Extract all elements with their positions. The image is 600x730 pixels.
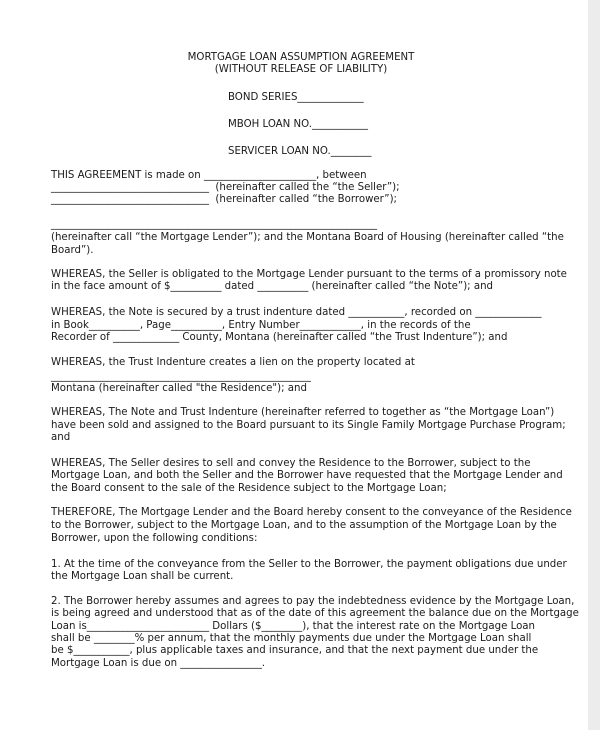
bond-series-line: BOND SERIES_____________	[228, 92, 364, 103]
whereas-line: Montana (hereinafter called "the Residence"); and	[51, 383, 307, 394]
whereas-line: WHEREAS, The Note and Trust Indenture (hereinafter referred to together as “the Mortgage Loan”)	[51, 407, 555, 418]
condition-line: be $___________, plus applicable taxes and insurance, and that the next payment due under the	[51, 645, 539, 656]
agreement-line: THIS AGREEMENT is made on ______________________, between	[51, 170, 367, 181]
condition-line: shall be ________% per annum, that the monthly payments due under the Mortgage Loan shall	[51, 633, 532, 644]
therefore-line: to the Borrower, subject to the Mortgage Loan, and to the assumption of the Mortgage Loan by the	[51, 520, 557, 531]
whereas-line: the Board consent to the sale of the Residence subject to the Mortgage Loan;	[51, 483, 447, 494]
whereas-line: have been sold and assigned to the Board pursuant to its Single Family Mortgage Purchase Program;	[51, 420, 566, 431]
condition-line: 2. The Borrower hereby assumes and agrees to pay the indebtedness evidence by the Mortgage Loan,	[51, 596, 575, 607]
whereas-line: WHEREAS, the Trust Indenture creates a lien on the property located at	[51, 357, 415, 368]
agreement-line: (hereinafter call “the Mortgage Lender”); and the Montana Board of Housing (hereinafter called “the	[51, 232, 564, 243]
agreement-line: _______________________________ (hereinafter called the “the Seller”);	[51, 182, 400, 193]
whereas-line: in the face amount of $__________ dated __________ (hereinafter called “the Note”); and	[51, 281, 494, 292]
whereas-line: and	[51, 432, 71, 443]
condition-line: the Mortgage Loan shall be current.	[51, 571, 234, 582]
therefore-line: Borrower, upon the following conditions:	[51, 533, 258, 544]
condition-line: Loan is________________________ Dollars ($________), that the interest rate on the Mortgage Loan	[51, 621, 536, 632]
condition-line: is being agreed and understood that as of the date of this agreement the balance due on the Mortgage	[51, 608, 579, 619]
page-margin	[588, 0, 600, 730]
whereas-line: in Book__________, Page__________, Entry Number____________, in the records of the	[51, 320, 471, 331]
condition-line: 1. At the time of the conveyance from the Seller to the Borrower, the payment obligations due under	[51, 559, 567, 570]
whereas-line: Mortgage Loan, and both the Seller and the Borrower have requested that the Mortgage Lender and	[51, 470, 563, 481]
mboh-loan-line: MBOH LOAN NO.___________	[228, 119, 368, 130]
whereas-line: WHEREAS, The Seller desires to sell and convey the Residence to the Borrower, subject to the	[51, 458, 531, 469]
servicer-loan-line: SERVICER LOAN NO.________	[228, 146, 372, 157]
whereas-line: ___________________________________________________	[51, 371, 311, 382]
condition-line: Mortgage Loan is due on ________________.	[51, 658, 266, 669]
whereas-line: WHEREAS, the Seller is obligated to the Mortgage Lender pursuant to the terms of a promissory note	[51, 269, 567, 280]
agreement-line: ________________________________________________________________	[51, 219, 377, 230]
document-subtitle: (WITHOUT RELEASE OF LIABILITY)	[214, 64, 388, 75]
agreement-line: _______________________________ (hereinafter called “the Borrower”);	[51, 194, 397, 205]
therefore-line: THEREFORE, The Mortgage Lender and the Board hereby consent to the conveyance of the Residence	[51, 507, 572, 518]
whereas-line: Recorder of _____________ County, Montana (hereinafter called “the Trust Indenture”); and	[51, 332, 508, 343]
document-title: MORTGAGE LOAN ASSUMPTION AGREEMENT	[187, 52, 415, 63]
agreement-line: Board”).	[51, 245, 94, 256]
whereas-line: WHEREAS, the Note is secured by a trust indenture dated ___________, recorded on _____________	[51, 307, 542, 318]
